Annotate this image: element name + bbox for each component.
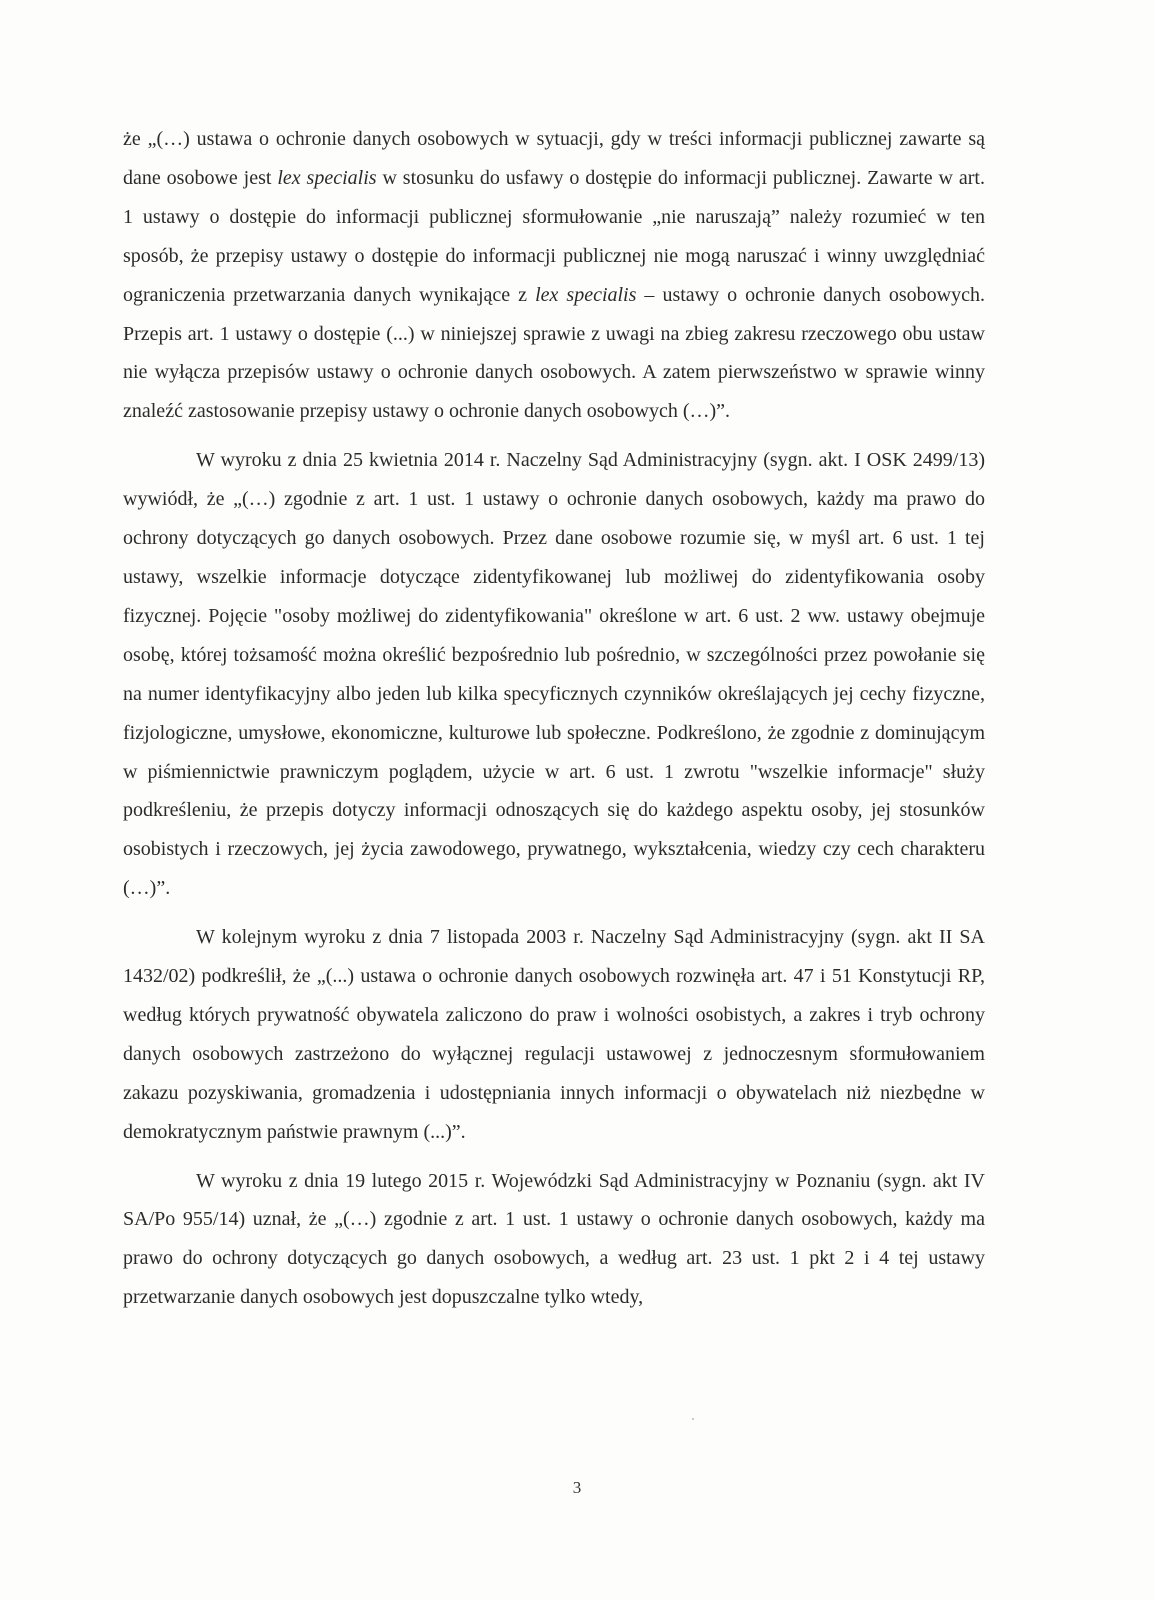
scan-speck	[692, 1418, 694, 1420]
paragraph-2: W wyroku z dnia 25 kwietnia 2014 r. Naczelny Sąd Administracyjny (sygn. akt. I OSK 2499/13) wywiódł, że „(…) zgodnie z art. 1 ust. 1 ustawy o ochronie danych osobowych, każdy ma prawo do ochrony dotyczących go danych osobowych. Przez dane osobowe rozumie się, w myśl art. 6 ust. 1 tej ustawy, wszelkie informacje dotyczące zidentyfikowanej lub możliwej do zidentyfikowania osoby fizycznej. Pojęcie "osoby możliwej do zidentyfikowania" określone w art. 6 ust. 2 ww. ustawy obejmuje osobę, której tożsamość można określić bezpośrednio lub pośrednio, w szczególności przez powołanie się na numer identyfikacyjny albo jeden lub kilka specyficznych czynników określających jej cechy fizyczne, fizjologiczne, umysłowe, ekonomiczne, kulturowe lub społeczne. Podkreślono, że zgodnie z dominującym w piśmiennictwie prawniczym poglądem, użycie w art. 6 ust. 1 zwrotu "wszelkie informacje" służy podkreśleniu, że przepis dotyczy informacji odnoszących się do każdego aspektu osoby, jej stosunków osobistych i rzeczowych, jej życia zawodowego, prywatnego, wykształcenia, wiedzy czy cech charakteru (…)”.	[123, 449, 985, 900]
paragraph-1-text-c: – ustawy o ochronie danych osobowych. Przepis art. 1 ustawy o dostępie (...) w niniejszej sprawie z uwagi na zbieg zakresu rzeczowego obu ustaw nie wyłącza przepisów ustawy o ochronie danych osobowych. A zatem pierwszeństwo w sprawie winny znaleźć zastosowanie przepisy ustawy o ochronie danych osobowych (…)”.	[123, 283, 985, 423]
paragraph-4: W wyroku z dnia 19 lutego 2015 r. Wojewódzki Sąd Administracyjny w Poznaniu (sygn. akt IV SA/Po 955/14) uznał, że „(…) zgodnie z art. 1 ust. 1 ustawy o ochronie danych osobowych, każdy ma prawo do ochrony dotyczących go danych osobowych, a według art. 23 ust. 1 pkt 2 i 4 tej ustawy przetwarzanie danych osobowych jest dopuszczalne tylko wtedy,	[123, 1169, 985, 1309]
latin-term-lex-specialis-2: lex specialis	[535, 283, 637, 306]
paragraph-1-text-b: w stosunku do usfawy o dostępie do informacji publicznej. Zawarte w art. 1 ustawy o dostępie do informacji publicznej sformułowanie „nie naruszają” należy rozumieć w ten sposób, że przepisy ustawy o dostępie do informacji publicznej nie mogą naruszać i winny uwzględniać ograniczenia przetwarzania danych wynikające z	[123, 166, 985, 306]
paragraph-3: W kolejnym wyroku z dnia 7 listopada 2003 r. Naczelny Sąd Administracyjny (sygn. akt II SA 1432/02) podkreślił, że „(...) ustawa o ochronie danych osobowych rozwinęła art. 47 i 51 Konstytucji RP, według których prywatność obywatela zaliczono do praw i wolności osobistych, a zakres i tryb ochrony danych osobowych zastrzeżono do wyłącznej regulacji ustawowej z jednoczesnym sformułowaniem zakazu pozyskiwania, gromadzenia i udostępniania innych informacji o obywatelach niż niezbędne w demokratycznym państwie prawnym (...)”.	[123, 926, 985, 1143]
paragraph-1-text-a: że „(…) ustawa o ochronie danych osobowych w sytuacji, gdy w treści informacji publicznej zawarte są dane osobowe jest	[123, 128, 985, 189]
latin-term-lex-specialis: lex specialis	[277, 166, 377, 189]
document-body	[123, 120, 985, 1317]
paragraph-1	[123, 120, 985, 431]
page-number: 3	[572, 1478, 582, 1497]
